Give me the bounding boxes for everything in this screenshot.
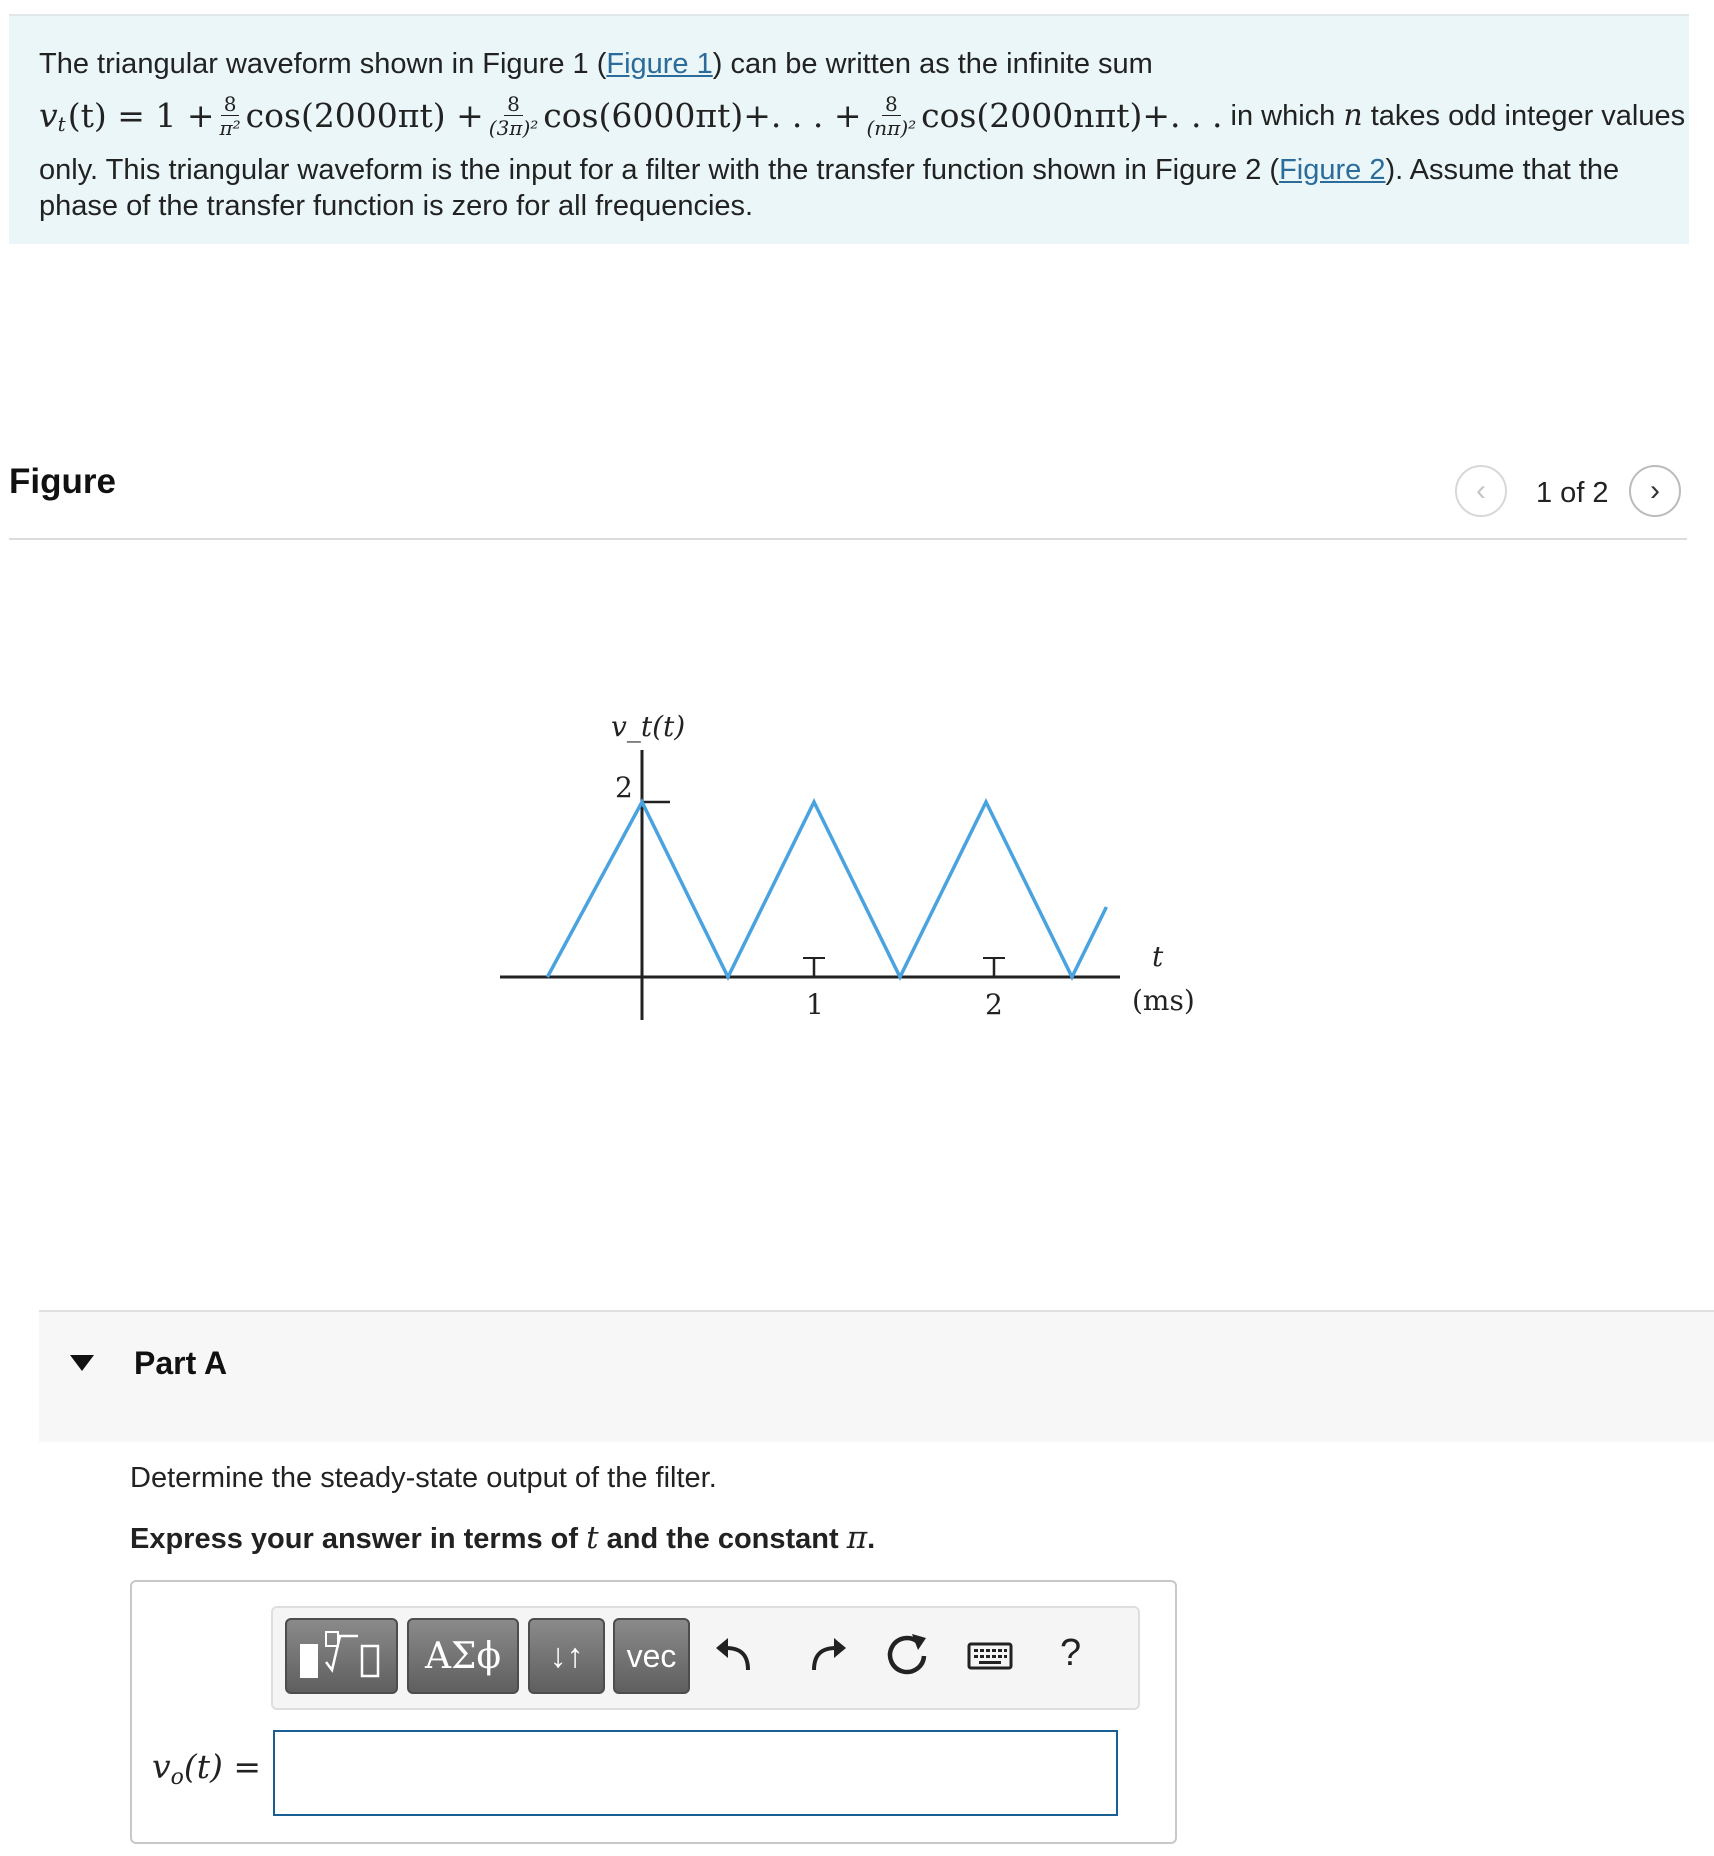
problem-text: ). Assume that the	[1385, 154, 1620, 186]
problem-line-4: phase of the transfer function is zero for all frequencies.	[39, 190, 754, 222]
instruction-const-pi: π	[846, 1520, 868, 1556]
vector-button[interactable]: vec	[613, 1618, 690, 1694]
keyboard-icon[interactable]	[966, 1630, 1014, 1680]
instruction-text	[130, 1520, 875, 1556]
instruction-part: Express your answer in terms of	[130, 1523, 587, 1555]
eq-tail: in which	[1222, 100, 1344, 132]
greek-symbols-button[interactable]: ΑΣϕ	[407, 1618, 519, 1694]
eq-term-3: cos(2000nπt)+. . .	[921, 96, 1223, 135]
answer-input[interactable]	[273, 1730, 1118, 1816]
x-axis-unit: (ms)	[1132, 984, 1195, 1017]
fraction-3	[863, 93, 919, 140]
fraction-num: 8	[882, 93, 901, 116]
templates-icon	[296, 1628, 388, 1684]
problem-text: ) can be written as the infinite sum	[712, 48, 1153, 80]
answer-label-rest: (t) =	[183, 1747, 262, 1786]
part-a-header[interactable]	[39, 1310, 1714, 1442]
figure-divider	[9, 538, 1687, 540]
figure-2-link[interactable]: Figure 2	[1279, 154, 1386, 186]
chevron-left-icon: ‹	[1476, 474, 1486, 507]
previous-figure-button[interactable]	[1455, 465, 1507, 517]
problem-statement	[9, 14, 1689, 244]
y-tick-label: 2	[615, 771, 633, 804]
figure-1-link[interactable]: Figure 1	[606, 48, 713, 80]
eq-lhs-sub: t	[57, 112, 66, 136]
answer-label	[152, 1747, 262, 1790]
fraction-num: 8	[221, 93, 240, 116]
question-text: Determine the steady-state output of the filter.	[130, 1462, 717, 1494]
fraction-den: π²	[219, 115, 241, 140]
figure-title: Figure	[9, 462, 116, 501]
next-figure-button[interactable]	[1629, 465, 1681, 517]
undo-icon[interactable]	[712, 1630, 762, 1680]
chevron-right-icon: ›	[1650, 474, 1660, 507]
collapse-triangle-icon[interactable]	[70, 1355, 94, 1371]
x-tick-label: 2	[985, 988, 1003, 1021]
answer-label-v: v	[152, 1747, 171, 1786]
problem-text: only. This triangular waveform is the input for a filter with the transfer function shown in Figure 2 (	[39, 154, 1280, 186]
instruction-part: .	[867, 1523, 876, 1555]
fraction-2	[486, 93, 542, 140]
answer-label-sub: o	[170, 1765, 184, 1790]
y-axis-label: v_t(t)	[611, 710, 686, 743]
eq-term-1: cos(2000πt) +	[245, 96, 484, 135]
part-a-title: Part A	[134, 1345, 228, 1381]
fraction-den: (3π)²	[488, 115, 539, 140]
waveform-series-line	[547, 802, 1106, 977]
x-tick-label: 1	[806, 988, 824, 1021]
waveform-figure	[480, 690, 1220, 1050]
problem-line-1	[39, 46, 1669, 82]
eq-term-2: cos(6000πt)+. . . +	[543, 96, 862, 135]
subscript-superscript-button[interactable]: ↓↑	[528, 1618, 605, 1694]
eq-lhs-arg: (t) = 1 +	[67, 96, 215, 135]
figure-pager: 1 of 2	[1536, 477, 1609, 509]
eq-lhs: v	[39, 96, 58, 135]
instruction-var-t: t	[586, 1520, 599, 1556]
x-axis-variable: t	[1152, 940, 1164, 973]
help-button[interactable]: ?	[1060, 1632, 1082, 1674]
redo-icon[interactable]	[800, 1630, 850, 1680]
fraction-1	[216, 93, 243, 140]
instruction-part: and the constant	[598, 1523, 847, 1555]
eq-tail: takes odd integer values	[1362, 100, 1686, 132]
problem-line-3	[39, 152, 1669, 188]
problem-text: The triangular waveform shown in Figure 1 (	[39, 48, 607, 80]
fraction-num: 8	[504, 93, 523, 116]
reset-icon[interactable]	[882, 1630, 932, 1680]
templates-button[interactable]	[285, 1618, 398, 1694]
eq-n: n	[1343, 98, 1363, 133]
fraction-den: (nπ)²	[866, 115, 917, 140]
series-equation	[39, 86, 1686, 146]
